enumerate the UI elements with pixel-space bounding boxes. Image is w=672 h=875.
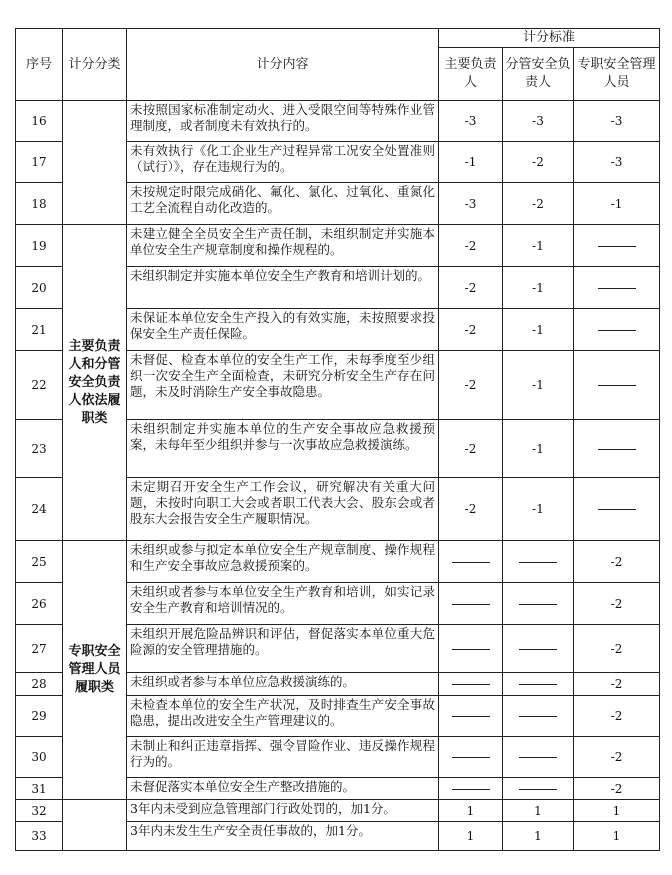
row-content: 未督促落实本单位安全生产整改措施的。 [127, 778, 439, 800]
score-value: 1 [503, 800, 574, 822]
header-content: 计分内容 [127, 29, 439, 101]
score-value: -1 [503, 351, 574, 420]
score-value: -1 [439, 142, 503, 183]
dash-mark [598, 385, 636, 386]
row-number: 20 [16, 267, 63, 309]
score-not-applicable [439, 583, 503, 625]
score-value: -2 [574, 696, 660, 737]
header-seq: 序号 [16, 29, 63, 101]
score-value: 1 [574, 822, 660, 851]
score-value: 1 [439, 822, 503, 851]
dash-mark [452, 604, 490, 605]
row-number: 23 [16, 420, 63, 478]
dash-mark [598, 288, 636, 289]
row-number: 30 [16, 737, 63, 778]
row-content: 未组织或者参与本单位安全生产教育和培训，如实记录安全生产教育和培训情况的。 [127, 583, 439, 625]
score-value: -2 [439, 309, 503, 351]
dash-mark [452, 716, 490, 717]
row-number: 32 [16, 800, 63, 822]
score-value: -1 [503, 267, 574, 309]
score-not-applicable [439, 737, 503, 778]
row-content: 未保证本单位安全生产投入的有效实施，未按照要求投保安全生产责任保险。 [127, 309, 439, 351]
dash-mark [452, 757, 490, 758]
row-number: 18 [16, 183, 63, 225]
row-content: 未组织制定并实施本单位的生产安全事故应急救援预案，未每年至少组织并参与一次事故应急救援演练。 [127, 420, 439, 478]
score-value: -2 [574, 778, 660, 800]
row-content: 未制止和纠正违章指挥、强令冒险作业、违反操作规程行为的。 [127, 737, 439, 778]
score-not-applicable [574, 309, 660, 351]
dash-mark [519, 789, 557, 790]
score-value: -1 [503, 478, 574, 541]
row-number: 33 [16, 822, 63, 851]
dash-mark [452, 562, 490, 563]
row-number: 26 [16, 583, 63, 625]
dash-mark [519, 716, 557, 717]
dash-mark [519, 649, 557, 650]
score-value: -2 [439, 351, 503, 420]
row-content: 未按规定时限完成硝化、氟化、氯化、过氧化、重氮化工艺全流程自动化改造的。 [127, 183, 439, 225]
table-row [16, 541, 660, 583]
score-value: -2 [574, 737, 660, 778]
table-row [16, 800, 660, 822]
header-main-responsible: 主要负责人 [439, 48, 503, 101]
header-deputy-responsible: 分管安全负责人 [503, 48, 574, 101]
table-row [16, 101, 660, 142]
score-value: -2 [574, 625, 660, 673]
row-content: 未检查本单位的安全生产状况，及时排查生产安全事故隐患，提出改进安全生产管理建议的。 [127, 696, 439, 737]
category-bonus [63, 800, 127, 851]
score-not-applicable [439, 673, 503, 696]
row-number: 17 [16, 142, 63, 183]
row-content: 3年内未受到应急管理部门行政处罚的，加1分。 [127, 800, 439, 822]
score-value: -3 [574, 142, 660, 183]
score-value: -2 [439, 267, 503, 309]
table-row [16, 225, 660, 267]
row-content: 未组织开展危险品辨识和评估，督促落实本单位重大危险源的安全管理措施的。 [127, 625, 439, 673]
score-value: -2 [574, 541, 660, 583]
row-content: 未组织或者参与本单位应急救援演练的。 [127, 673, 439, 696]
score-value: 1 [503, 822, 574, 851]
header-standard: 计分标准 [439, 29, 660, 48]
score-value: -2 [439, 478, 503, 541]
row-content: 3年内未发生生产安全责任事故的，加1分。 [127, 822, 439, 851]
score-value: -2 [439, 420, 503, 478]
score-value: -2 [503, 183, 574, 225]
row-number: 21 [16, 309, 63, 351]
score-not-applicable [503, 696, 574, 737]
row-number: 16 [16, 101, 63, 142]
dash-mark [519, 562, 557, 563]
scoring-table [15, 28, 660, 851]
score-value: -2 [439, 225, 503, 267]
score-value: -3 [574, 101, 660, 142]
row-number: 19 [16, 225, 63, 267]
score-not-applicable [574, 267, 660, 309]
score-not-applicable [503, 583, 574, 625]
dash-mark [598, 246, 636, 247]
score-not-applicable [439, 625, 503, 673]
score-not-applicable [574, 351, 660, 420]
score-value: -1 [503, 309, 574, 351]
dash-mark [452, 649, 490, 650]
dash-mark [519, 684, 557, 685]
score-not-applicable [503, 737, 574, 778]
score-not-applicable [574, 420, 660, 478]
category-fulltime-manager: 专职安全管理人员履职类 [63, 541, 127, 800]
category-main-responsible: 主要负责人和分管安全负责人依法履职类 [63, 225, 127, 541]
score-value: 1 [439, 800, 503, 822]
row-content: 未有效执行《化工企业生产过程异常工况安全处置准则（试行）》，存在违规行为的。 [127, 142, 439, 183]
row-number: 25 [16, 541, 63, 583]
score-value: -2 [574, 583, 660, 625]
score-not-applicable [503, 778, 574, 800]
row-number: 27 [16, 625, 63, 673]
row-number: 24 [16, 478, 63, 541]
dash-mark [452, 789, 490, 790]
header-fulltime-manager: 专职安全管理人员 [574, 48, 660, 101]
score-not-applicable [439, 696, 503, 737]
score-value: 1 [574, 800, 660, 822]
score-not-applicable [574, 478, 660, 541]
dash-mark [598, 509, 636, 510]
row-content: 未组织制定并实施本单位安全生产教育和培训计划的。 [127, 267, 439, 309]
score-value: -2 [503, 142, 574, 183]
row-number: 31 [16, 778, 63, 800]
row-number: 28 [16, 673, 63, 696]
dash-mark [598, 449, 636, 450]
row-number: 29 [16, 696, 63, 737]
dash-mark [519, 604, 557, 605]
dash-mark [452, 684, 490, 685]
score-value: -1 [503, 420, 574, 478]
score-value: -3 [503, 101, 574, 142]
score-value: -1 [503, 225, 574, 267]
score-not-applicable [503, 625, 574, 673]
score-value: -2 [574, 673, 660, 696]
score-value: -3 [439, 183, 503, 225]
row-content: 未督促、检查本单位的安全生产工作，未每季度至少组织一次安全生产全面检查，未研究分析安全生产存在问题，未及时消除生产安全事故隐患。 [127, 351, 439, 420]
row-content: 未组织或参与拟定本单位安全生产规章制度、操作规程和生产安全事故应急救援预案的。 [127, 541, 439, 583]
row-content: 未定期召开安全生产工作会议，研究解决有关重大问题，未按时向职工大会或者职工代表大会、股东会或者股东大会报告安全生产履职情况。 [127, 478, 439, 541]
row-content: 未按照国家标准制定动火、进入受限空间等特殊作业管理制度，或者制度未有效执行的。 [127, 101, 439, 142]
score-not-applicable [574, 225, 660, 267]
dash-mark [519, 757, 557, 758]
score-not-applicable [439, 541, 503, 583]
header-category: 计分分类 [63, 29, 127, 101]
score-value: -1 [574, 183, 660, 225]
dash-mark [598, 330, 636, 331]
score-not-applicable [439, 778, 503, 800]
row-content: 未建立健全全员安全生产责任制，未组织制定并实施本单位安全生产规章制度和操作规程的。 [127, 225, 439, 267]
score-not-applicable [503, 673, 574, 696]
table-body [16, 101, 660, 851]
score-not-applicable [503, 541, 574, 583]
score-value: -3 [439, 101, 503, 142]
row-number: 22 [16, 351, 63, 420]
category-cell-blank [63, 101, 127, 225]
